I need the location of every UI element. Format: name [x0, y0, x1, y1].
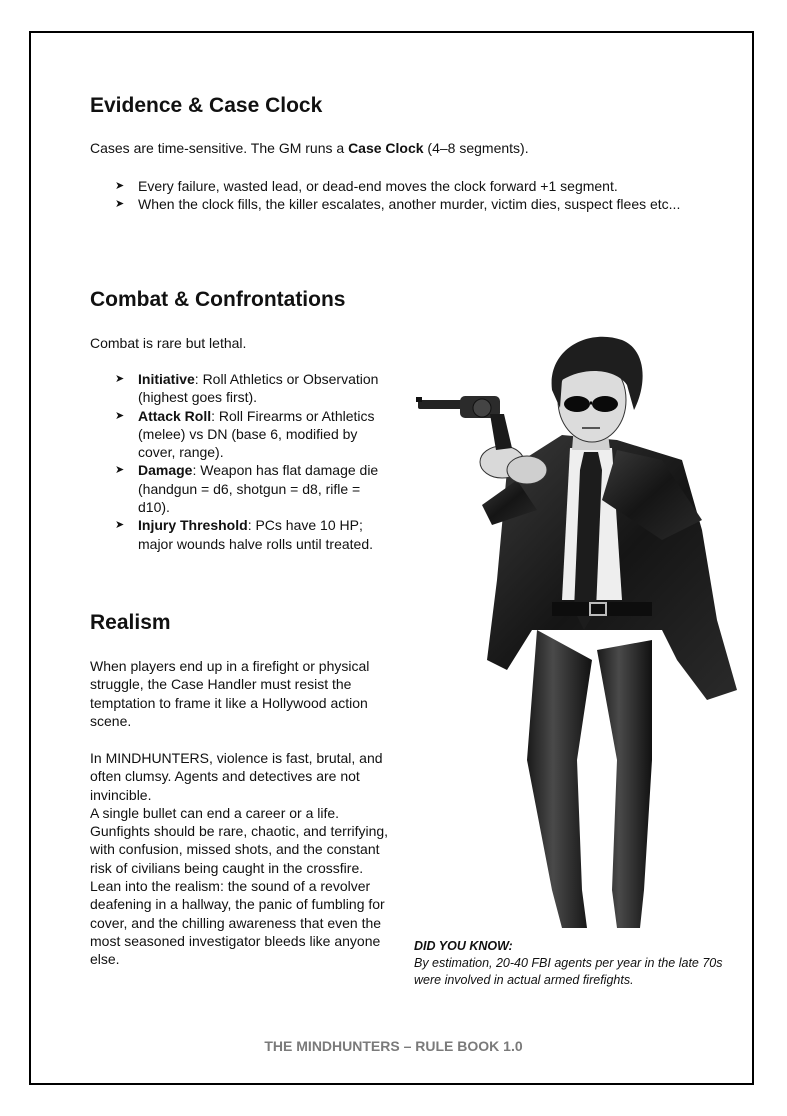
- combat-intro: Combat is rare but lethal.: [90, 335, 247, 351]
- did-you-know-box: [414, 938, 734, 989]
- evidence-bullet: ➤ When the clock fills, the killer escalates, another murder, victim dies, suspect flees etc...: [115, 195, 695, 213]
- bullet-term: Attack Roll: [138, 407, 212, 424]
- realism-paragraph-2: [90, 749, 390, 969]
- bullet-term: Damage: [138, 462, 193, 479]
- realism-paragraph-2b: A single bullet can end a career or a life. Gunfights should be rare, chaotic, and terrifying, with confusion, missed shots, and the constant risk of civilians being caught in the crossfire. Lean into the realism: the sound of a revolver deafening in a hallway, the panic of fumbling for cover, and the chilling awareness that even the most seasoned investigator bleeds like anyone else.: [90, 804, 389, 968]
- evidence-bullets: [115, 177, 695, 214]
- combat-bullet: [115, 407, 393, 462]
- case-clock-term: Case Clock: [348, 140, 424, 156]
- heading-combat: Combat & Confrontations: [90, 288, 346, 311]
- bullet-term: Initiative: [138, 371, 195, 387]
- combat-bullet: [115, 516, 393, 553]
- bullet-text: : Weapon has flat damage die (handgun = d6, shotgun = d8, rifle = d10).: [138, 462, 379, 516]
- realism-paragraph-2a: In MINDHUNTERS, violence is fast, brutal, and often clumsy. Agents and detectives are not invincible.: [90, 750, 383, 803]
- agent-with-revolver-illustration: [412, 330, 742, 930]
- bullet-text: : PCs have 10 HP; major wounds halve rolls until treated.: [138, 517, 374, 552]
- did-you-know-title: DID YOU KNOW:: [414, 939, 513, 953]
- evidence-intro-pre: Cases are time-sensitive. The GM runs a: [90, 140, 349, 156]
- heading-realism: Realism: [90, 611, 171, 634]
- bullet-text: : Roll Firearms or Athletics (melee) vs DN (base 6, modified by cover, range).: [138, 407, 375, 461]
- did-you-know-text: By estimation, 20-40 FBI agents per year in the late 70s were involved in actual armed firefights.: [414, 956, 723, 987]
- realism-paragraph-1: When players end up in a firefight or physical struggle, the Case Handler must resist the temptation to frame it like a Hollywood action scene.: [90, 658, 370, 729]
- combat-bullet: [115, 370, 393, 407]
- combat-bullets: [115, 370, 393, 553]
- bullet-term: Injury Threshold: [138, 517, 248, 534]
- heading-evidence: Evidence & Case Clock: [90, 94, 323, 117]
- evidence-intro: [90, 139, 710, 157]
- evidence-bullet: ➤ Every failure, wasted lead, or dead-end moves the clock forward +1 segment.: [115, 177, 695, 195]
- bullet-text: : Roll Athletics or Observation (highest goes first).: [138, 371, 379, 406]
- combat-bullet: [115, 461, 393, 516]
- page-footer: THE MINDHUNTERS – RULE BOOK 1.0: [264, 1038, 523, 1054]
- evidence-intro-post: (4–8 segments).: [423, 140, 529, 156]
